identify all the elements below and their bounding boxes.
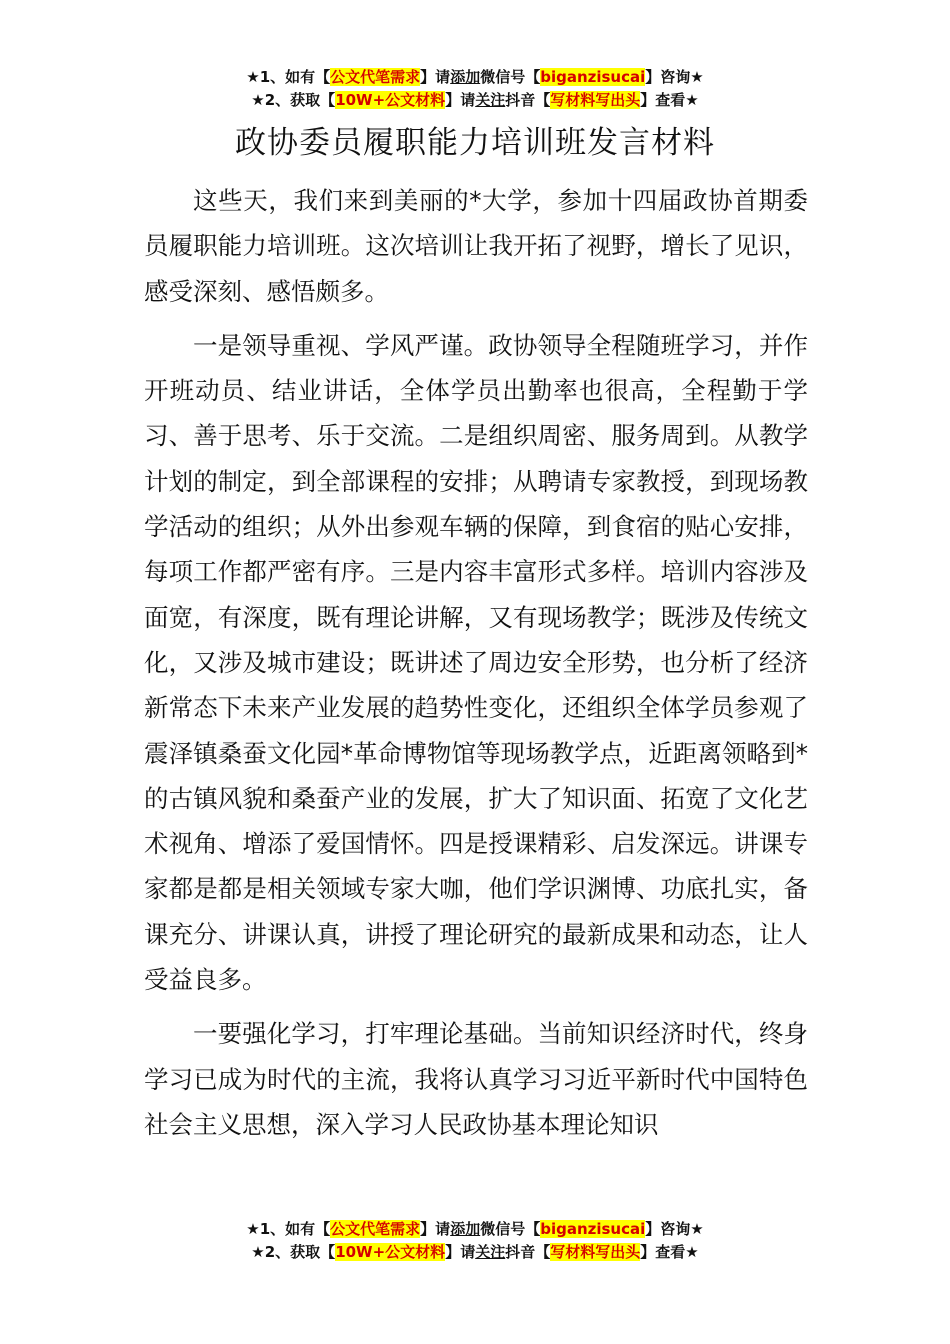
promo-text: 】咨询★ [645,68,704,86]
promo-line-1 [0,66,950,89]
bottom-promo-banner [0,1218,950,1264]
promo-text: 】请 [420,68,451,86]
promo-text: ★1、如有【 [246,68,331,86]
promo-text: ★2、获取【 [251,1243,336,1261]
promo-text: ★1、如有【 [246,1220,331,1238]
highlight-text: 公文代笔需求 [330,68,421,86]
highlight-text: 写材料写出头 [550,1243,641,1261]
promo-text: 】查看★ [640,91,699,109]
promo-text: 】咨询★ [645,1220,704,1238]
promo-text: 】请 [445,1243,476,1261]
underlined-text: 添加 [450,68,481,86]
promo-line-2 [0,89,950,112]
body-paragraph: 这些天，我们来到美丽的*大学，参加十四届政协首期委员履职能力培训班。这次培训让我开拓了视野，增长了见识，感受深刻、感悟颇多。 [144,186,808,306]
document-title: 政协委员履职能力培训班发言材料 [235,125,715,161]
top-promo-banner [0,66,950,112]
promo-text: 抖音【 [505,1243,551,1261]
promo-text: 抖音【 [505,91,551,109]
promo-text: 】请 [420,1220,451,1238]
promo-text: 微信号【 [480,1220,541,1238]
underlined-text: 关注 [475,91,506,109]
promo-text: 】请 [445,91,476,109]
highlight-text: biganzisucai [540,1220,646,1238]
promo-text: 微信号【 [480,68,541,86]
highlight-text: 公文代笔需求 [330,1220,421,1238]
underlined-text: 关注 [475,1243,506,1261]
document-body [144,178,808,1156]
highlight-text: 写材料写出头 [550,91,641,109]
promo-line-1 [0,1218,950,1241]
underlined-text: 添加 [450,1220,481,1238]
promo-text: ★2、获取【 [251,91,336,109]
promo-text: 】查看★ [640,1243,699,1261]
highlight-text: 10W+公文材料 [335,91,446,109]
body-paragraph: 一要强化学习，打牢理论基础。当前知识经济时代，终身学习已成为时代的主流，我将认真学习习近平新时代中国特色社会主义思想，深入学习人民政协基本理论知识 [144,1019,808,1139]
promo-line-2 [0,1241,950,1264]
body-paragraph: 一是领导重视、学风严谨。政协领导全程随班学习，并作开班动员、结业讲话，全体学员出勤率也很高，全程勤于学习、善于思考、乐于交流。二是组织周密、服务周到。从教学计划的制定，到全部课程的安排；从聘请专家教授，到现场教学活动的组织；从外出参观车辆的保障，到食宿的贴心安排，每项工作都严密有序。三是内容丰富形式多样。培训内容涉及面宽，有深度，既有理论讲解，又有现场教学；既涉及传统文化，又涉及城市建设；既讲述了周边安全形势，也分析了经济新常态下未来产业发展的趋势性变化，还组织全体学员参观了震泽镇桑蚕文化园*革命博物馆等现场教学点，近距离领略到*的古镇风貌和桑蚕产业的发展，扩大了知识面、拓宽了文化艺术视角、增添了爱国情怀。四是授课精彩、启发深远。讲课专家都是都是相关领域专家大咖，他们学识渊博、功底扎实，备课充分、讲课认真，讲授了理论研究的最新成果和动态，让人受益良多。 [144,330,808,995]
highlight-text: 10W+公文材料 [335,1243,446,1261]
highlight-text: biganzisucai [540,68,646,86]
